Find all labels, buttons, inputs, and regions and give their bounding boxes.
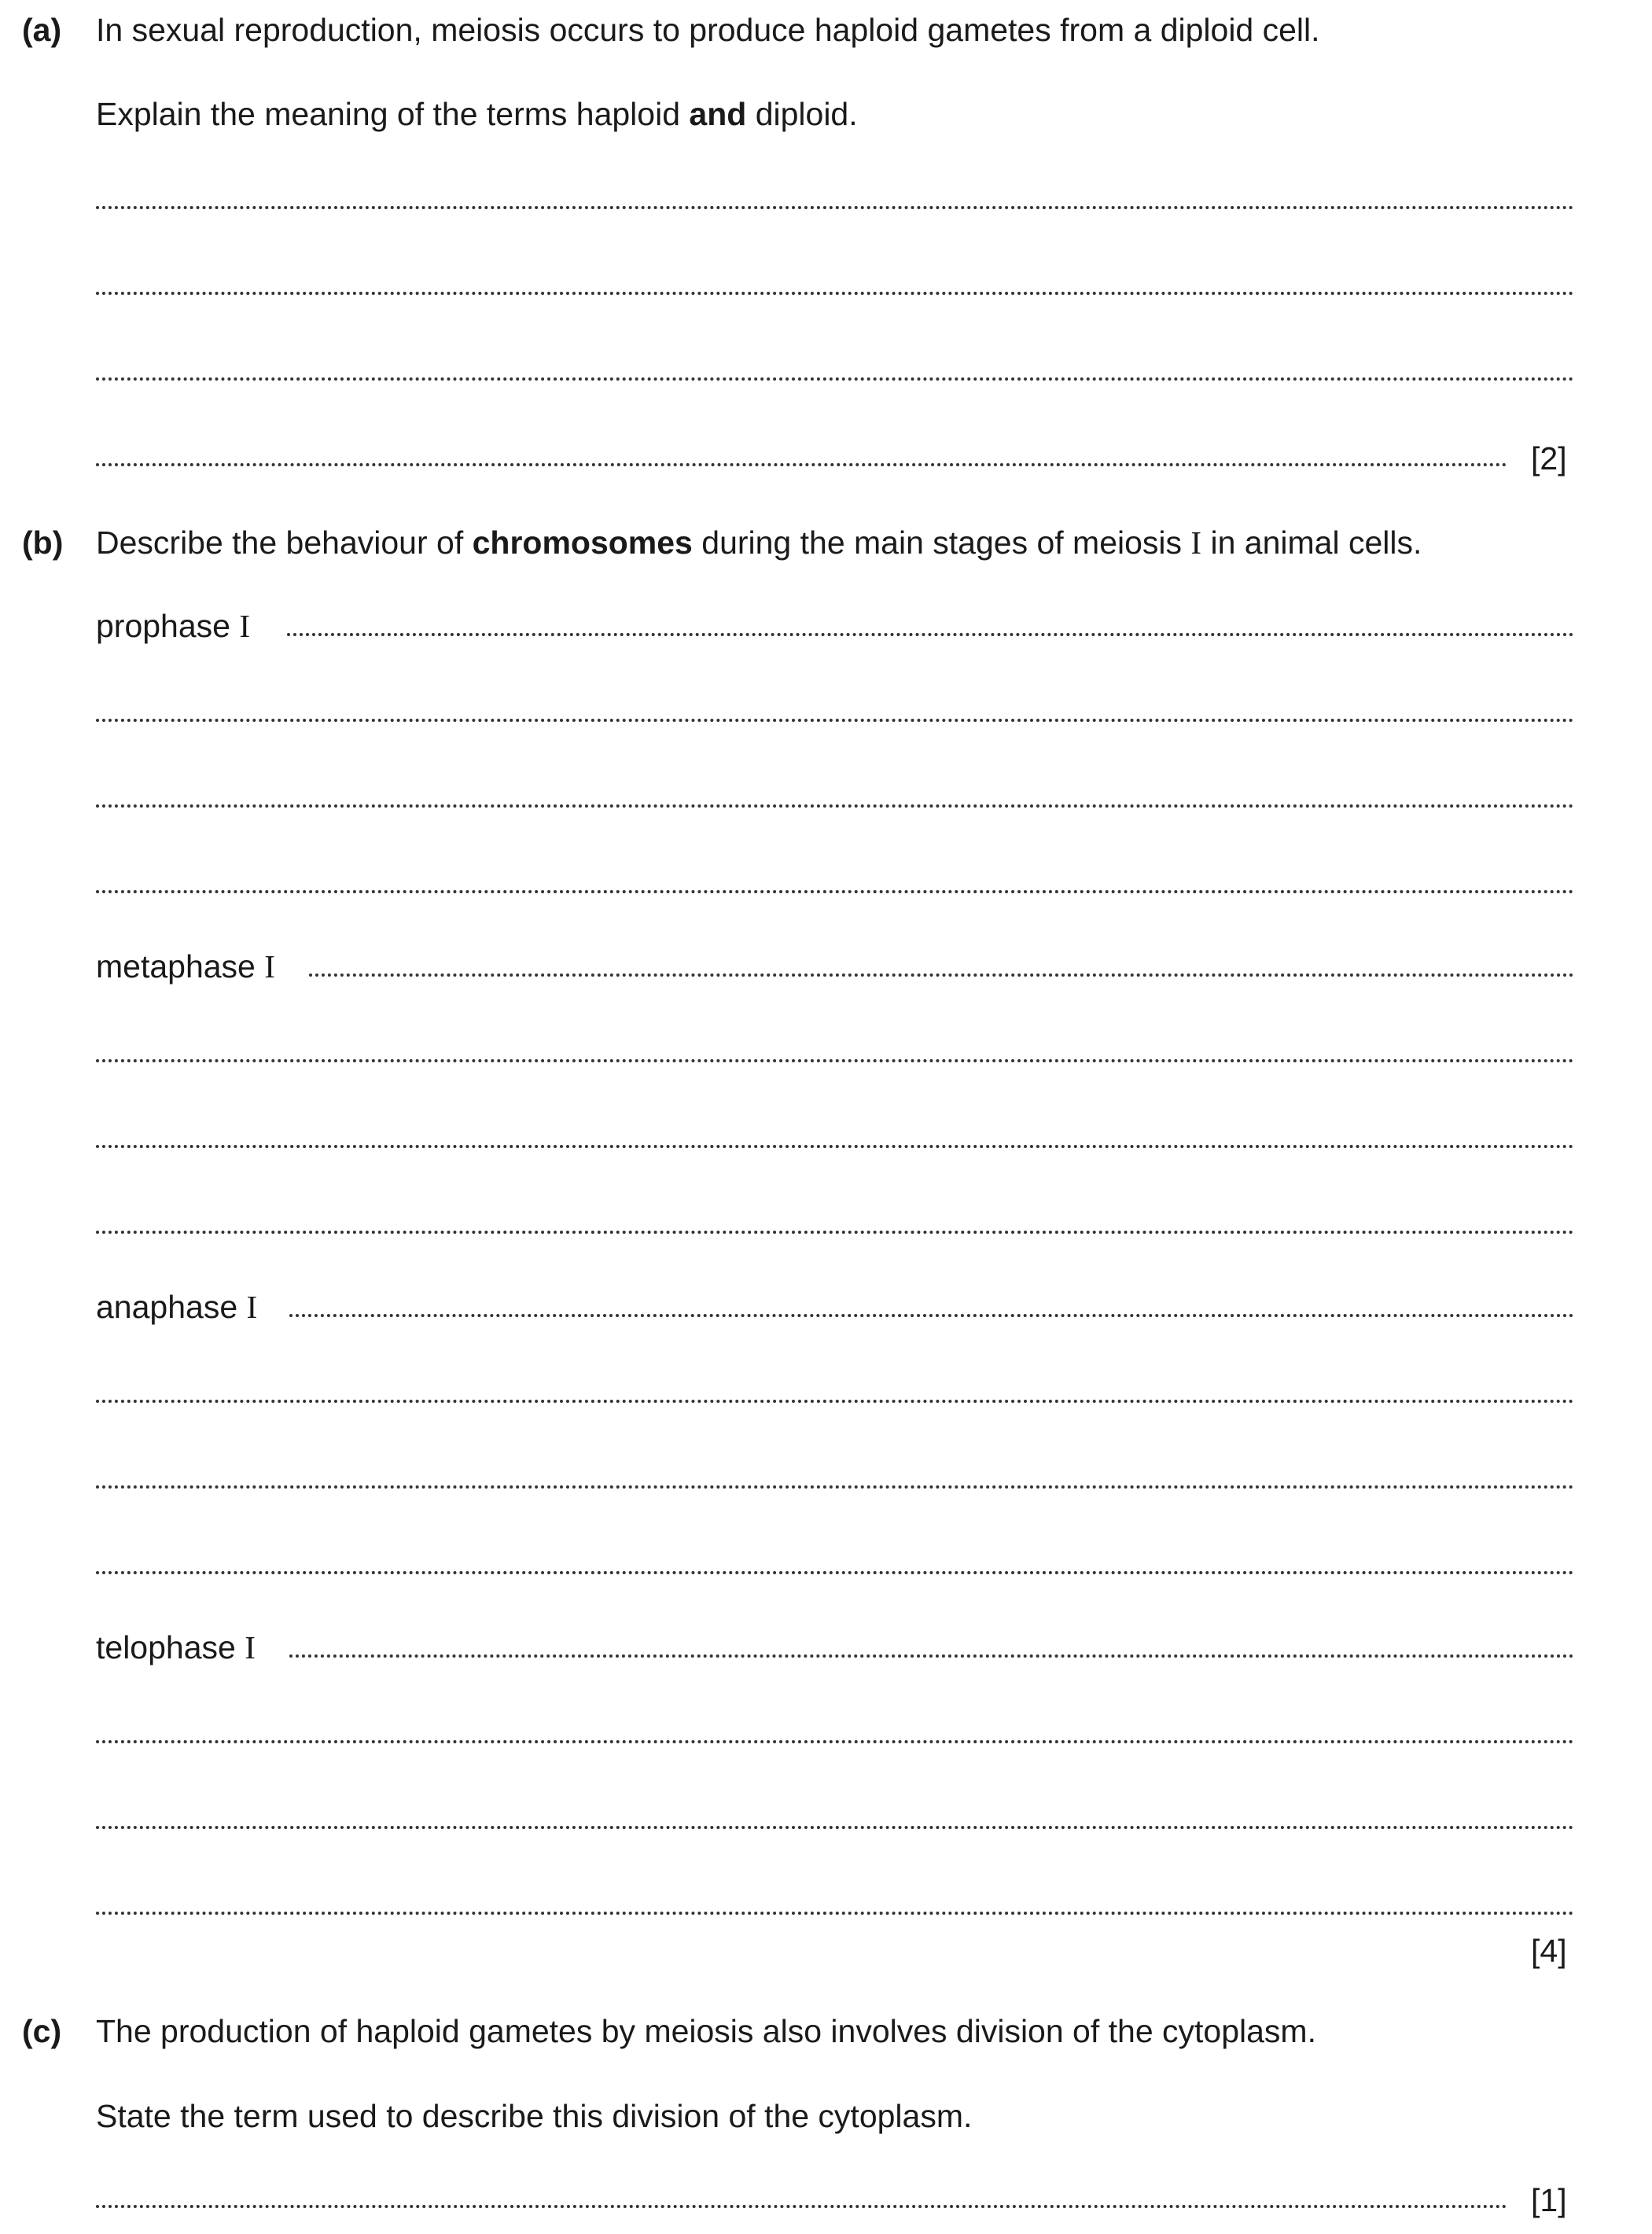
stage-label-anaphase: anaphase I xyxy=(96,1289,258,1325)
part-c-instruction: State the term used to describe this division of the cytoplasm. xyxy=(96,2098,973,2134)
answer-line-prophase-3[interactable] xyxy=(96,798,1574,808)
answer-line-metaphase-4[interactable] xyxy=(96,1224,1574,1234)
part-a-marks: [2] xyxy=(1531,440,1567,477)
part-a-statement: In sexual reproduction, meiosis occurs to produce haploid gametes from a diploid cell. xyxy=(96,12,1320,48)
answer-line-a3[interactable] xyxy=(96,371,1574,381)
answer-line-anaphase-4[interactable] xyxy=(96,1565,1574,1574)
answer-line-prophase-2[interactable] xyxy=(96,712,1574,722)
answer-line-a2[interactable] xyxy=(96,285,1574,295)
part-c-marks: [1] xyxy=(1531,2182,1567,2218)
answer-line-telophase-4[interactable] xyxy=(96,1905,1574,1915)
answer-line-telophase-1[interactable] xyxy=(289,1648,1574,1658)
answer-line-metaphase-2[interactable] xyxy=(96,1053,1574,1062)
answer-line-c1[interactable] xyxy=(96,2199,1507,2208)
stage-label-metaphase: metaphase I xyxy=(96,948,275,985)
answer-line-anaphase-1[interactable] xyxy=(289,1308,1574,1317)
part-b-marks: [4] xyxy=(1531,1933,1567,1969)
part-b-instruction: Describe the behaviour of chromosomes during the main stages of meiosis I in animal cells. xyxy=(96,524,1422,561)
part-c-label: (c) xyxy=(22,2013,62,2049)
answer-line-telophase-2[interactable] xyxy=(96,1734,1574,1743)
answer-line-anaphase-2[interactable] xyxy=(96,1393,1574,1403)
answer-line-metaphase-1[interactable] xyxy=(309,967,1574,977)
answer-line-prophase-1[interactable] xyxy=(287,627,1574,636)
answer-line-prophase-4[interactable] xyxy=(96,884,1574,893)
stage-label-prophase: prophase I xyxy=(96,608,251,644)
part-a-instruction: Explain the meaning of the terms haploid and diploid. xyxy=(96,96,858,132)
part-b-label: (b) xyxy=(22,524,64,561)
answer-line-a4[interactable] xyxy=(96,457,1507,466)
answer-line-metaphase-3[interactable] xyxy=(96,1139,1574,1148)
stage-label-telophase: telophase I xyxy=(96,1629,256,1665)
part-c-statement: The production of haploid gametes by meiosis also involves division of the cytoplasm. xyxy=(96,2013,1316,2049)
answer-line-anaphase-3[interactable] xyxy=(96,1479,1574,1489)
answer-line-telophase-3[interactable] xyxy=(96,1820,1574,1829)
part-a-label: (a) xyxy=(22,12,62,48)
answer-line-a1[interactable] xyxy=(96,200,1574,209)
